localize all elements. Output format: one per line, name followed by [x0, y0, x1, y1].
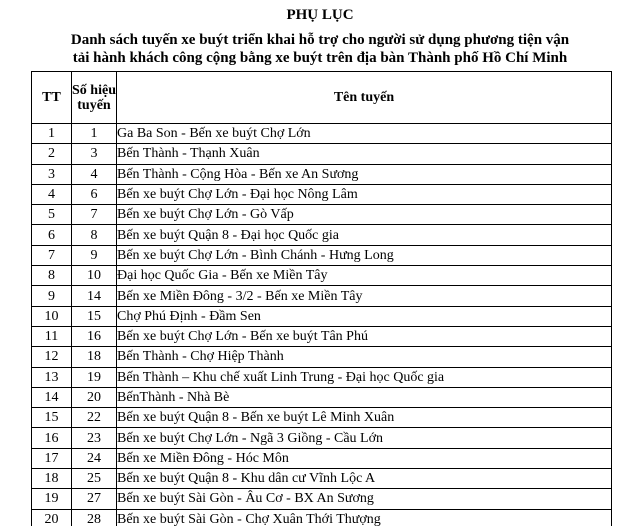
route-number-cell: 25: [72, 469, 117, 489]
route-name-cell: Ga Ba Son - Bến xe buýt Chợ Lớn: [117, 124, 612, 144]
route-number-cell: 8: [72, 225, 117, 245]
row-tt-cell: 8: [32, 266, 72, 286]
route-number-cell: 18: [72, 347, 117, 367]
route-name-cell: Bến Thành – Khu chế xuất Linh Trung - Đại học Quốc gia: [117, 367, 612, 387]
route-name-cell: Bến xe buýt Chợ Lớn - Bình Chánh - Hưng Long: [117, 245, 612, 265]
header-tt: TT: [32, 72, 72, 124]
table-row: [32, 367, 612, 387]
bus-routes-table: [31, 71, 612, 526]
route-number-cell: 14: [72, 286, 117, 306]
row-tt-cell: 19: [32, 489, 72, 509]
table-row: [32, 326, 612, 346]
row-tt-cell: 14: [32, 387, 72, 407]
route-name-cell: Bến xe buýt Sài Gòn - Âu Cơ - BX An Sương: [117, 489, 612, 509]
route-name-cell: Bến xe buýt Chợ Lớn - Đại học Nông Lâm: [117, 184, 612, 204]
document-subtitle-line-2: tải hành khách công cộng bằng xe buýt trên địa bàn Thành phố Hồ Chí Minh: [72, 50, 568, 66]
row-tt-cell: 1: [32, 124, 72, 144]
route-name-cell: Bến Thành - Chợ Hiệp Thành: [117, 347, 612, 367]
route-number-cell: 6: [72, 184, 117, 204]
table-row: [32, 144, 612, 164]
table-row: [32, 306, 612, 326]
table-row: [32, 408, 612, 428]
table-header-row: [32, 72, 612, 124]
table-row: [32, 205, 612, 225]
table-row: [32, 448, 612, 468]
table-row: [32, 124, 612, 144]
route-name-cell: Bến xe buýt Sài Gòn - Chợ Xuân Thới Thượng: [117, 509, 612, 526]
route-name-cell: Bến xe buýt Chợ Lớn - Bến xe buýt Tân Phú: [117, 326, 612, 346]
route-number-cell: 24: [72, 448, 117, 468]
route-name-cell: Chợ Phú Định - Đầm Sen: [117, 306, 612, 326]
route-name-cell: Bến xe Miền Đông - Hóc Môn: [117, 448, 612, 468]
table-row: [32, 266, 612, 286]
route-number-cell: 7: [72, 205, 117, 225]
route-name-cell: Bến Thành - Cộng Hòa - Bến xe An Sương: [117, 164, 612, 184]
route-name-cell: Bến xe buýt Chợ Lớn - Gò Vấp: [117, 205, 612, 225]
row-tt-cell: 18: [32, 469, 72, 489]
table-row: [32, 387, 612, 407]
row-tt-cell: 15: [32, 408, 72, 428]
route-number-cell: 22: [72, 408, 117, 428]
table-row: [32, 428, 612, 448]
table-row: [32, 286, 612, 306]
table-row: [32, 469, 612, 489]
row-tt-cell: 11: [32, 326, 72, 346]
route-name-cell: Bến xe buýt Chợ Lớn - Ngã 3 Giồng - Cầu Lớn: [117, 428, 612, 448]
row-tt-cell: 17: [32, 448, 72, 468]
header-route-number: Số hiệu tuyến: [72, 72, 117, 124]
row-tt-cell: 6: [32, 225, 72, 245]
row-tt-cell: 12: [32, 347, 72, 367]
route-number-cell: 23: [72, 428, 117, 448]
route-number-cell: 15: [72, 306, 117, 326]
document-title: PHỤ LỤC: [286, 7, 354, 23]
table-row: [32, 489, 612, 509]
table-row: [32, 164, 612, 184]
table-row: [32, 225, 612, 245]
route-number-cell: 27: [72, 489, 117, 509]
route-name-cell: Bến Thành - Thạnh Xuân: [117, 144, 612, 164]
route-number-cell: 3: [72, 144, 117, 164]
route-name-cell: Bến xe buýt Quận 8 - Khu dân cư Vĩnh Lộc A: [117, 469, 612, 489]
table-row: [32, 245, 612, 265]
route-number-cell: 9: [72, 245, 117, 265]
row-tt-cell: 3: [32, 164, 72, 184]
table-body: [32, 124, 612, 526]
row-tt-cell: 13: [32, 367, 72, 387]
route-number-cell: 4: [72, 164, 117, 184]
row-tt-cell: 4: [32, 184, 72, 204]
route-number-cell: 19: [72, 367, 117, 387]
route-number-cell: 1: [72, 124, 117, 144]
route-number-cell: 28: [72, 509, 117, 526]
table-row: [32, 184, 612, 204]
row-tt-cell: 16: [32, 428, 72, 448]
route-name-cell: Bến xe buýt Quận 8 - Bến xe buýt Lê Minh Xuân: [117, 408, 612, 428]
route-name-cell: Bến xe buýt Quận 8 - Đại học Quốc gia: [117, 225, 612, 245]
route-number-cell: 16: [72, 326, 117, 346]
row-tt-cell: 7: [32, 245, 72, 265]
route-number-cell: 10: [72, 266, 117, 286]
route-name-cell: Đại học Quốc Gia - Bến xe Miền Tây: [117, 266, 612, 286]
document-subtitle-line-1: Danh sách tuyến xe buýt triển khai hỗ trợ cho người sử dụng phương tiện vận: [70, 32, 570, 48]
route-name-cell: BếnThành - Nhà Bè: [117, 387, 612, 407]
route-number-cell: 20: [72, 387, 117, 407]
row-tt-cell: 2: [32, 144, 72, 164]
table-row: [32, 347, 612, 367]
row-tt-cell: 5: [32, 205, 72, 225]
row-tt-cell: 9: [32, 286, 72, 306]
header-route-name: Tên tuyến: [117, 72, 612, 124]
table-row: [32, 509, 612, 526]
row-tt-cell: 20: [32, 509, 72, 526]
row-tt-cell: 10: [32, 306, 72, 326]
route-name-cell: Bến xe Miền Đông - 3/2 - Bến xe Miền Tây: [117, 286, 612, 306]
